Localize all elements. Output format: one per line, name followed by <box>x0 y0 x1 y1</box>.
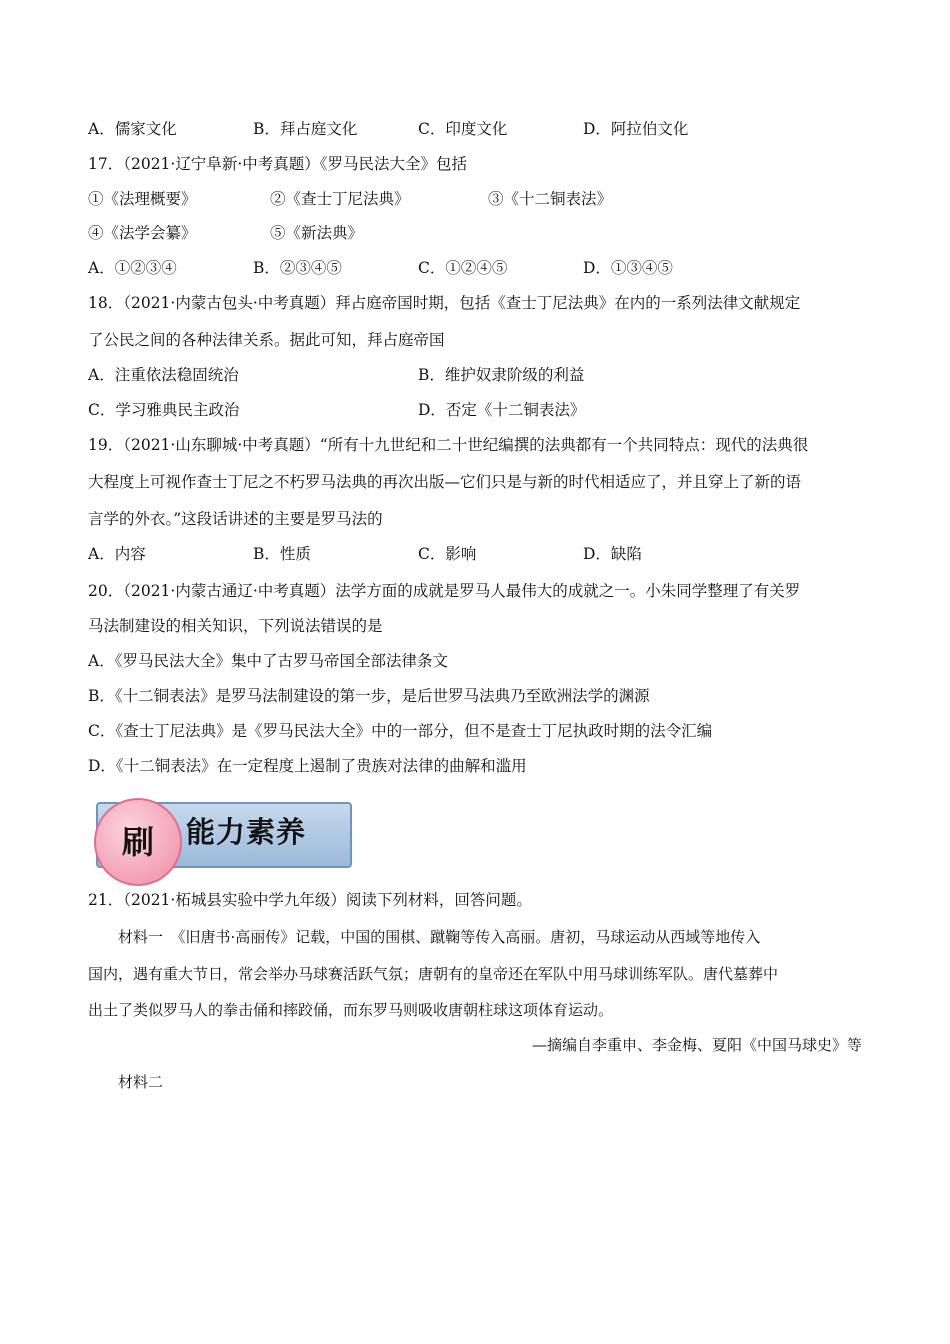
q16-option-a[interactable]: A．儒家文化 <box>88 120 177 138</box>
q19-option-d[interactable]: D．缺陷 <box>583 545 642 563</box>
banner-badge-char: 刷 <box>121 823 154 861</box>
q17-item-1: ①《法理概要》 <box>88 190 197 208</box>
q18-option-b[interactable]: B．维护奴隶阶级的利益 <box>418 366 585 384</box>
q20-option-d[interactable]: D．《十二铜表法》在一定程度上遏制了贵族对法律的曲解和滥用 <box>88 757 527 775</box>
q21-material1-line-1: 材料一 《旧唐书·高丽传》记载，中国的围棋、蹴鞠等传入高丽。唐初，马球运动从西域等地传入 <box>118 928 761 946</box>
q18-option-c[interactable]: C．学习雅典民主政治 <box>88 401 240 419</box>
q21-material1-line-2: 国内，遇有重大节日，常会举办马球赛活跃气氛；唐朝有的皇帝还在军队中用马球训练军队。唐代墓葬中 <box>88 965 779 983</box>
q16-option-c[interactable]: C．印度文化 <box>418 120 508 138</box>
q21-stem: 21．（2021·柘城县实验中学九年级）阅读下列材料，回答问题。 <box>88 891 532 909</box>
q19-option-c[interactable]: C．影响 <box>418 545 477 563</box>
q18-option-a[interactable]: A．注重依法稳固统治 <box>88 366 239 384</box>
q21-material1-line-3: 出土了类似罗马人的拳击俑和摔跤俑，而东罗马则吸收唐朝柱球这项体育运动。 <box>88 1001 614 1019</box>
q16-option-d[interactable]: D．阿拉伯文化 <box>583 120 689 138</box>
q20-option-c[interactable]: C．《查士丁尼法典》是《罗马民法大全》中的一部分，但不是查士丁尼执政时期的法令汇编 <box>88 722 713 740</box>
section-banner <box>90 798 352 870</box>
q20-stem-line-2: 马法制建设的相关知识，下列说法错误的是 <box>88 617 383 635</box>
q16-option-b[interactable]: B．拜占庭文化 <box>253 120 358 138</box>
q19-option-b[interactable]: B．性质 <box>253 545 311 563</box>
q17-item-5: ⑤《新法典》 <box>270 224 364 242</box>
q17-item-3: ③《十二铜表法》 <box>488 190 613 208</box>
banner-circle-badge <box>94 798 182 886</box>
q19-stem-line-1: 19．（2021·山东聊城·中考真题）“所有十九世纪和二十世纪编撰的法典都有一个共同特点：现代的法典很 <box>88 436 809 454</box>
q17-item-4: ④《法学会纂》 <box>88 224 197 242</box>
q20-stem-line-1: 20．（2021·内蒙古通辽·中考真题）法学方面的成就是罗马人最伟大的成就之一。小朱同学整理了有关罗 <box>88 582 801 600</box>
q18-stem-line-1: 18．（2021·内蒙古包头·中考真题）拜占庭帝国时期，包括《查士丁尼法典》在内的一系列法律文献规定 <box>88 294 801 312</box>
q17-option-c[interactable]: C．①②④⑤ <box>418 259 508 277</box>
q17-option-b[interactable]: B．②③④⑤ <box>253 259 342 277</box>
q21-material2-label: 材料二 <box>118 1073 164 1091</box>
q18-option-d[interactable]: D．否定《十二铜表法》 <box>418 401 586 419</box>
banner-title: 能力素养 <box>186 815 307 849</box>
q18-stem-line-2: 了公民之间的各种法律关系。据此可知，拜占庭帝国 <box>88 331 445 349</box>
q19-stem-line-3: 言学的外衣。”这段话讲述的主要是罗马法的 <box>88 510 383 528</box>
q17-stem: 17．（2021·辽宁阜新·中考真题）《罗马民法大全》包括 <box>88 155 468 173</box>
q17-option-d[interactable]: D．①③④⑤ <box>583 259 673 277</box>
q17-item-2: ②《查士丁尼法典》 <box>270 190 410 208</box>
q21-material1-source: —摘编自李重申、李金梅、夏阳《中国马球史》等 <box>531 1036 862 1054</box>
q17-option-a[interactable]: A．①②③④ <box>88 259 177 277</box>
q20-option-a[interactable]: A．《罗马民法大全》集中了古罗马帝国全部法律条文 <box>88 652 448 670</box>
q19-stem-line-2: 大程度上可视作查士丁尼之不朽罗马法典的再次出版—它们只是与新的时代相适应了，并且穿上了新的语 <box>88 473 802 491</box>
q19-option-a[interactable]: A．内容 <box>88 545 146 563</box>
q20-option-b[interactable]: B．《十二铜表法》是罗马法制建设的第一步，是后世罗马法典乃至欧洲法学的渊源 <box>88 687 650 705</box>
